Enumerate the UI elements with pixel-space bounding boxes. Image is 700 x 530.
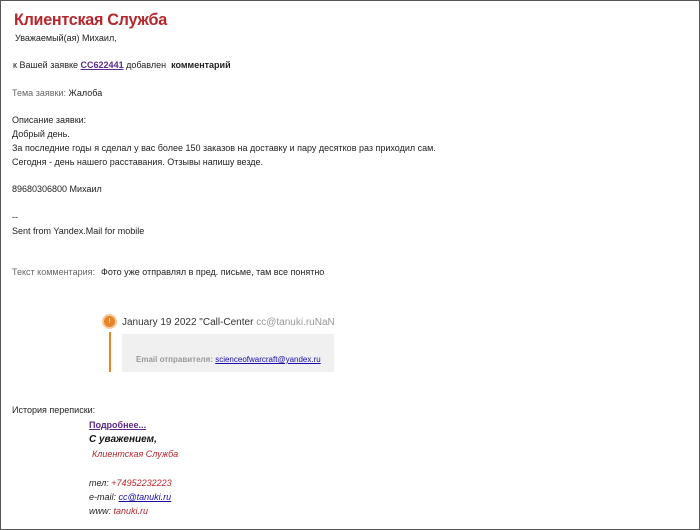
- signature-phone: [89, 478, 172, 488]
- more-link[interactable]: Подробнее...: [89, 420, 147, 430]
- notice-line: [13, 60, 231, 70]
- timeline-header: [122, 317, 335, 328]
- sent-from-line: Sent from Yandex.Mail for mobile: [12, 226, 145, 236]
- timeline-sender: "Call-Center: [199, 317, 254, 328]
- signature-team: Клиентская Служба: [92, 449, 179, 459]
- description-line: За последние годы я сделал у вас более 150 заказов на доставку и пару десятков раз приходил сам.: [12, 143, 436, 153]
- history-label: История переписки:: [12, 405, 96, 415]
- signature-email-link[interactable]: cc@tanuki.ru: [118, 492, 172, 502]
- brand-title: Клиентская Служба: [14, 10, 167, 29]
- signature-regards: С уважением,: [89, 434, 157, 445]
- timeline-marker-icon: !: [102, 314, 117, 329]
- description-label: Описание заявки:: [12, 115, 87, 125]
- sender-email-label: Email отправителя:: [136, 355, 213, 364]
- phone-label: тел:: [89, 478, 109, 488]
- signature-email: [89, 492, 171, 502]
- description-line: Сегодня - день нашего расставания. Отзывы напишу везде.: [12, 157, 264, 167]
- subject-label: Тема заявки:: [12, 88, 66, 98]
- www-value[interactable]: tanuki.ru: [113, 506, 149, 516]
- subject-value: Жалоба: [68, 88, 103, 98]
- notice-middle: добавлен: [126, 60, 167, 70]
- notice-suffix: комментарий: [171, 60, 231, 70]
- sender-card: [122, 334, 334, 372]
- subject-line: [12, 88, 102, 98]
- phone-value: +74952232223: [111, 478, 172, 488]
- www-label: www:: [89, 506, 111, 516]
- comment-value: Фото уже отправлял в пред. письме, там все понятно: [101, 267, 325, 277]
- signature-dashes: --: [12, 212, 18, 222]
- timeline-line: [109, 332, 111, 372]
- timeline-date: January 19 2022: [122, 317, 197, 328]
- sender-email-link[interactable]: scienceofwarcraft@yandex.ru: [215, 355, 321, 364]
- description-line: Добрый день.: [12, 129, 70, 139]
- timeline-sender-suffix: NaN: [314, 317, 335, 328]
- ticket-link[interactable]: CC622441: [80, 60, 124, 70]
- email-label: e-mail:: [89, 492, 117, 502]
- sender-email-line: [136, 355, 321, 364]
- timeline-sender-email: cc@tanuki.ru: [256, 317, 315, 328]
- phone-line: 89680306800 Михаил: [12, 184, 102, 194]
- comment-label: Текст комментария:: [12, 267, 95, 277]
- greeting: Уважаемый(ая) Михаил,: [15, 33, 117, 43]
- signature-www: [89, 506, 148, 516]
- notice-prefix: к Вашей заявке: [13, 60, 79, 70]
